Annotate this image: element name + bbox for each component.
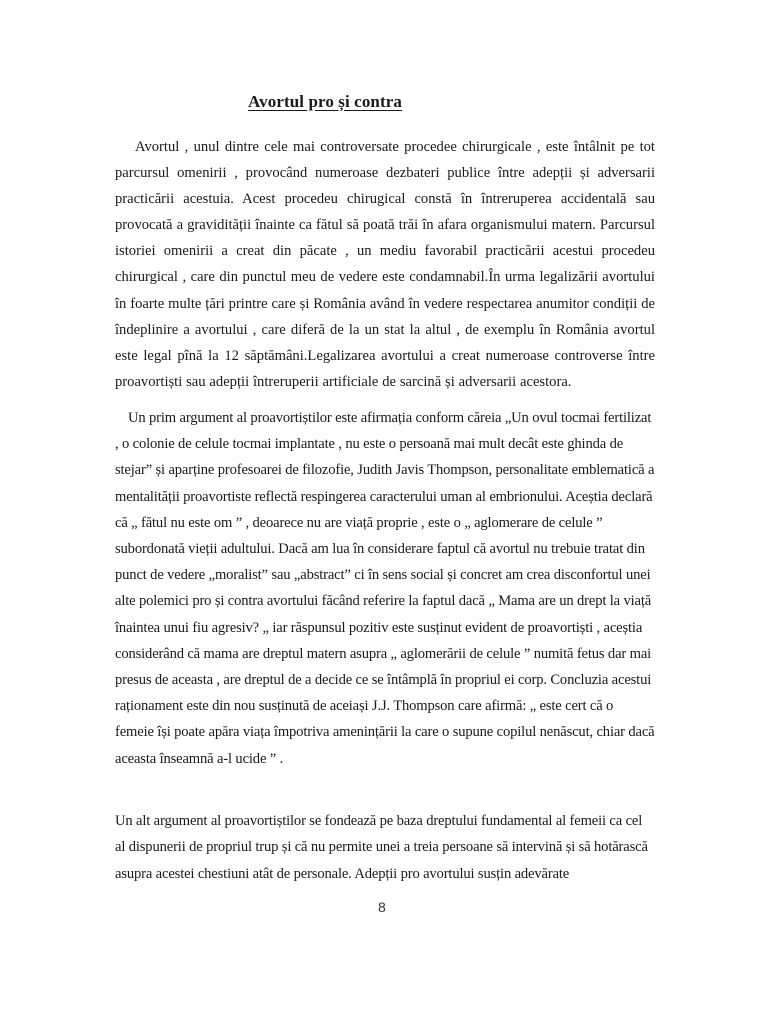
paragraph-first-argument: Un prim argument al proavortiștilor este afirmația conform căreia „Un ovul tocmai fertilizat , o colonie de celule tocmai implantate , nu este o persoană mai mult decât este ghinda de stejar” și aparține profesoarei de filozofie, Judith Javis Thompson, personalitate emblematică a mentalității proavortiste reflectă respingerea caracterului uman al embrionului. Aceștia declară că „ fătul nu este om ” , deoarece nu are viață proprie , este o „ aglomerare de celule ” subordonată vieții adultului. Dacă am lua în considerare faptul că avortul nu trebuie tratat din punct de vedere „moralist” sau „abstract” ci în sens social și concret am crea disconfortul unei alte polemici pro și contra avortului făcând referire la faptul dacă „ Mama are un drept la viață înaintea unui fiu agresiv? „ iar răspunsul pozitiv este susținut evident de proavortiști , aceștia considerând că mama are dreptul matern asupra „ aglomerării de celule ” numită fetus dar mai presus de aceasta , are dreptul de a decide ce se întâmplă în propriul ei corp. Concluzia acestui raționament este din nou susținută de aceiași J.J. Thompson care afirmă: „ este cert că o femeie își poate apăra viața împotriva amenințării la care o supune copilul nenăscut, chiar dacă aceasta înseamnă a-l ucide ” . [115,410,655,767]
paragraph-intro: Avortul , unul dintre cele mai controversate procedee chirurgicale , este întâlnit pe tot parcursul omenirii , provocând numeroase dezbateri publice între adepții și adversarii practicării acestuia. Acest procedeu chirugical constă în întreruperea accidentală sau provocată a gravidității înainte ca fătul să poată trăi în afara organismului matern. Parcursul istoriei omenirii a creat din păcate , un mediu favorabil practicării acestui procedeu chirurgical , care din punctul meu de vedere este condamnabil.În urma legalizării avortului în foarte multe țări printre care și România având în vedere respectarea anumitor condiții de îndeplinire a avortului , care diferă de la un stat la altul , de exemplu în România avortul este legal pînă la 12 săptămâni.Legalizarea avortului a creat numeroase controverse între proavortiști sau adepții întreruperii artificiale de sarcină și adversarii acestora. [115,139,655,390]
paragraph-second-argument: Un alt argument al proavortiștilor se fondează pe baza dreptului fundamental al femeii ca cel al dispunerii de propriul trup și că nu permite unei a treia persoane să intervină și să hotărască asupra acestei chestiuni atât de personale. Adepții pro avortului susțin adevărate [115,813,648,882]
page-number: 8 [378,899,386,915]
document-title: Avortul pro și contra [248,92,402,111]
